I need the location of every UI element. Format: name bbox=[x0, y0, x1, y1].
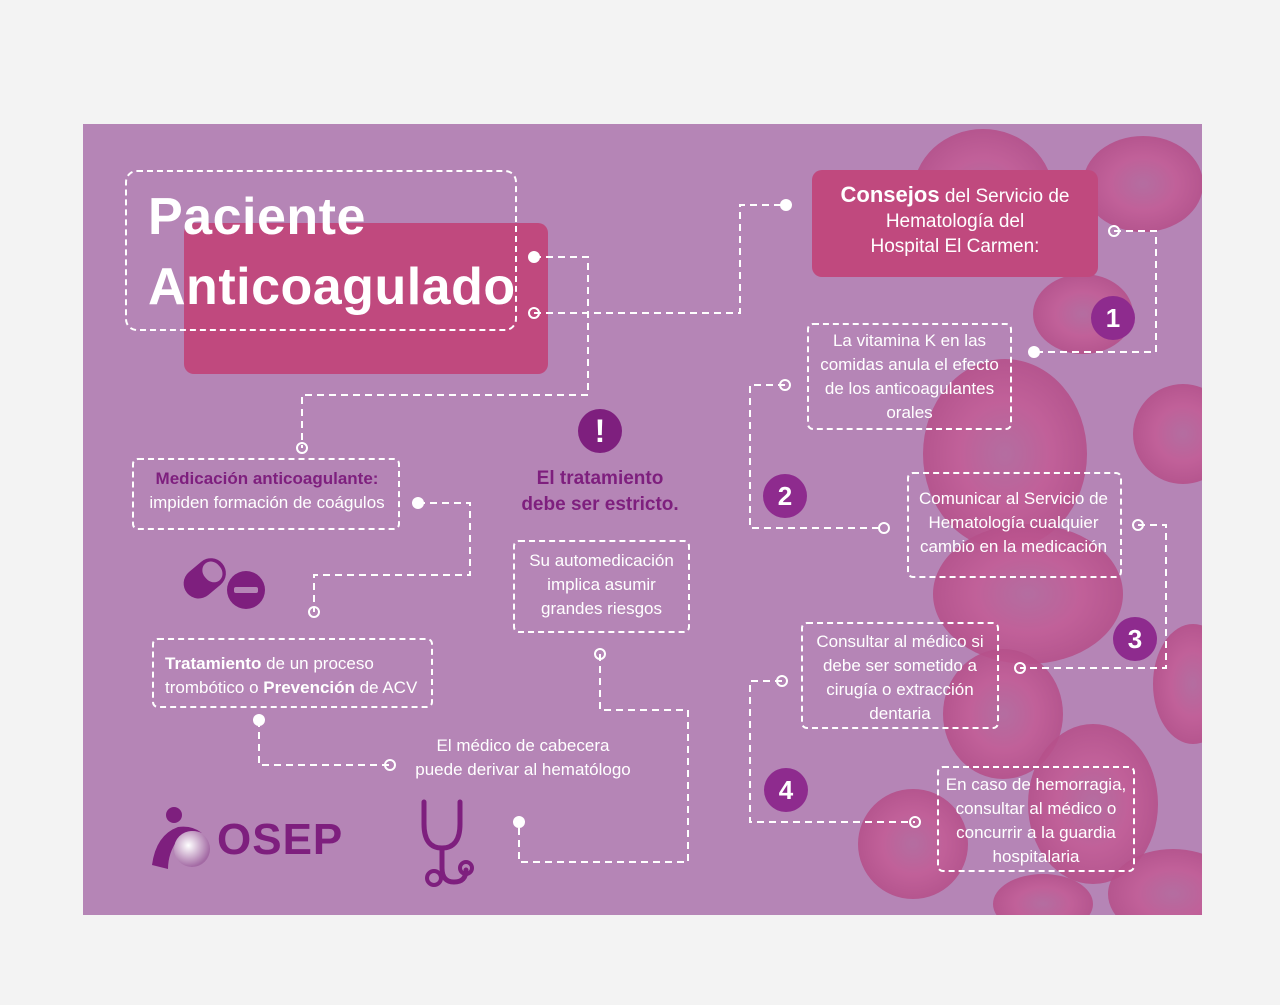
minus-icon bbox=[234, 587, 258, 593]
tip-text-3 bbox=[801, 630, 999, 726]
tip-text-2 bbox=[907, 487, 1120, 559]
medicacion-desc: impiden formación de coágulos bbox=[149, 493, 385, 512]
auto-text bbox=[513, 549, 690, 621]
consejos-line-2: Hematología del bbox=[885, 211, 1025, 232]
tratamiento-rest-2b: de ACV bbox=[354, 678, 418, 697]
estricto-line-1: El tratamiento bbox=[536, 468, 664, 489]
tip-1-line-1: La vitamina K en las bbox=[832, 331, 987, 350]
tip-2-line-2: Hematología cualquier bbox=[928, 513, 1099, 532]
auto-line-3: grandes riesgos bbox=[541, 599, 662, 618]
tratamiento-bold: Tratamiento bbox=[165, 654, 262, 673]
tratamiento-rest-2a: trombótico o bbox=[165, 678, 264, 697]
pill-icon bbox=[176, 546, 268, 612]
medico-line-2: puede derivar al hematólogo bbox=[415, 760, 631, 779]
tip-2-line-3: cambio en la medicación bbox=[919, 537, 1108, 556]
tip-text-1 bbox=[807, 329, 1012, 425]
consejos-header bbox=[812, 170, 1098, 277]
tip-1-line-2: comidas anula el efecto bbox=[820, 355, 999, 374]
title-line-1: Paciente bbox=[148, 188, 366, 246]
tip-4-line-3: concurrir a la guardia bbox=[956, 823, 1116, 842]
tip-4-line-2: consultar al médico o bbox=[955, 799, 1117, 818]
tip-3-line-2: debe ser sometido a bbox=[822, 656, 978, 675]
auto-line-1: Su automedicación bbox=[529, 551, 674, 570]
page-title bbox=[148, 182, 516, 322]
tratamiento-rest-1: de un proceso bbox=[261, 654, 374, 673]
auto-line-2: implica asumir bbox=[547, 575, 656, 594]
consejos-rest: del Servicio de bbox=[939, 186, 1070, 207]
medicacion-title: Medicación anticoagulante: bbox=[155, 469, 379, 488]
tip-3-line-4: dentaria bbox=[869, 704, 931, 723]
tratamiento-text bbox=[165, 652, 435, 700]
tip-2-line-1: Comunicar al Servicio de bbox=[919, 489, 1108, 508]
exclamation-icon: ! bbox=[578, 409, 622, 453]
tip-4-line-4: hospitalaria bbox=[992, 847, 1080, 866]
tip-3-line-3: cirugía o extracción bbox=[826, 680, 974, 699]
medicacion-text bbox=[136, 467, 398, 515]
tip-4-line-1: En caso de hemorragia, bbox=[945, 775, 1127, 794]
title-line-2: Anticoagulado bbox=[148, 258, 516, 316]
osep-logo-icon bbox=[148, 805, 218, 873]
stethoscope-icon bbox=[418, 798, 478, 890]
estricto-text bbox=[510, 466, 690, 518]
estricto-line-2: debe ser estricto. bbox=[521, 494, 679, 515]
consejos-line-3: Hospital El Carmen: bbox=[870, 236, 1040, 257]
prevencion-bold: Prevención bbox=[263, 678, 355, 697]
tip-number-2: 2 bbox=[763, 474, 807, 518]
tip-3-line-1: Consultar al médico si bbox=[816, 632, 984, 651]
medico-text bbox=[398, 734, 648, 782]
tip-1-line-4: orales bbox=[886, 403, 933, 422]
tip-number-4: 4 bbox=[764, 768, 808, 812]
consejos-bold: Consejos bbox=[840, 182, 940, 207]
medico-line-1: El médico de cabecera bbox=[436, 736, 610, 755]
tip-number-3: 3 bbox=[1113, 617, 1157, 661]
tip-text-4 bbox=[937, 773, 1135, 869]
tip-1-line-3: de los anticoagulantes bbox=[824, 379, 995, 398]
osep-logo-text: OSEP bbox=[217, 815, 344, 864]
tip-number-1: 1 bbox=[1091, 296, 1135, 340]
